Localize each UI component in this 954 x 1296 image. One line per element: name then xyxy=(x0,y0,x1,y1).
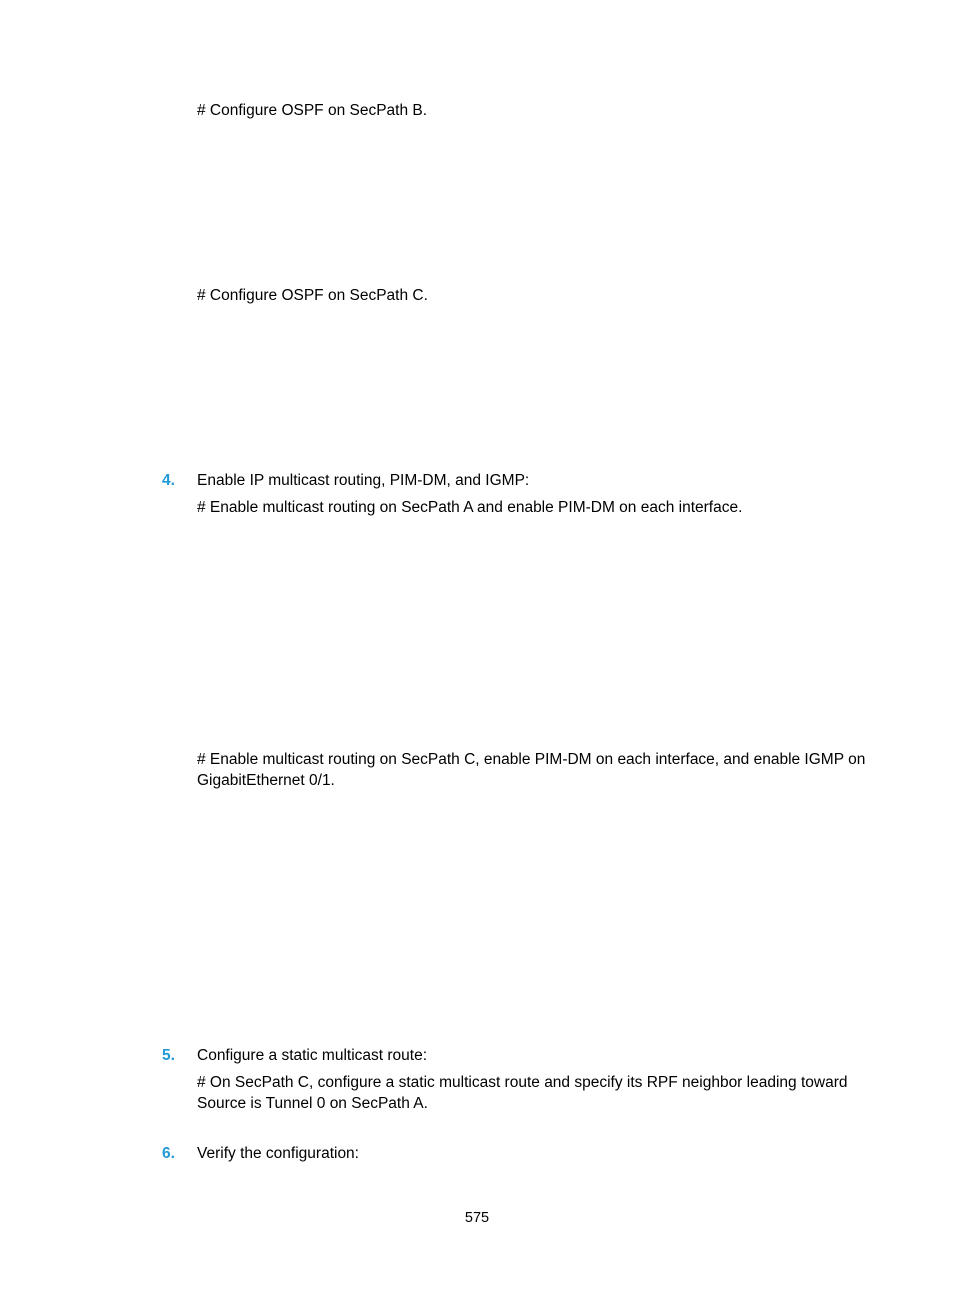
step-4-number: 4. xyxy=(162,472,175,489)
step-5-paragraph-1: # On SecPath C, configure a static multicast route and specify its RPF neighbor leading toward Source is Tunnel 0 on SecPath A. xyxy=(197,1074,848,1112)
step-4-paragraph-2: # Enable multicast routing on SecPath C, enable PIM-DM on each interface, and enable IGMP on GigabitEthernet 0/1. xyxy=(197,751,866,789)
step-5-number: 5. xyxy=(162,1047,175,1064)
step-6-number: 6. xyxy=(162,1145,175,1162)
step-6-title: Verify the configuration: xyxy=(197,1145,359,1162)
text-configure-ospf-c: # Configure OSPF on SecPath C. xyxy=(197,287,428,304)
page-number: 575 xyxy=(464,1210,490,1226)
text-configure-ospf-b: # Configure OSPF on SecPath B. xyxy=(197,102,428,119)
step-4-title: Enable IP multicast routing, PIM-DM, and IGMP: xyxy=(197,472,530,489)
step-4-paragraph-1: # Enable multicast routing on SecPath A and enable PIM-DM on each interface. xyxy=(197,499,743,516)
step-5-title: Configure a static multicast route: xyxy=(197,1047,428,1064)
